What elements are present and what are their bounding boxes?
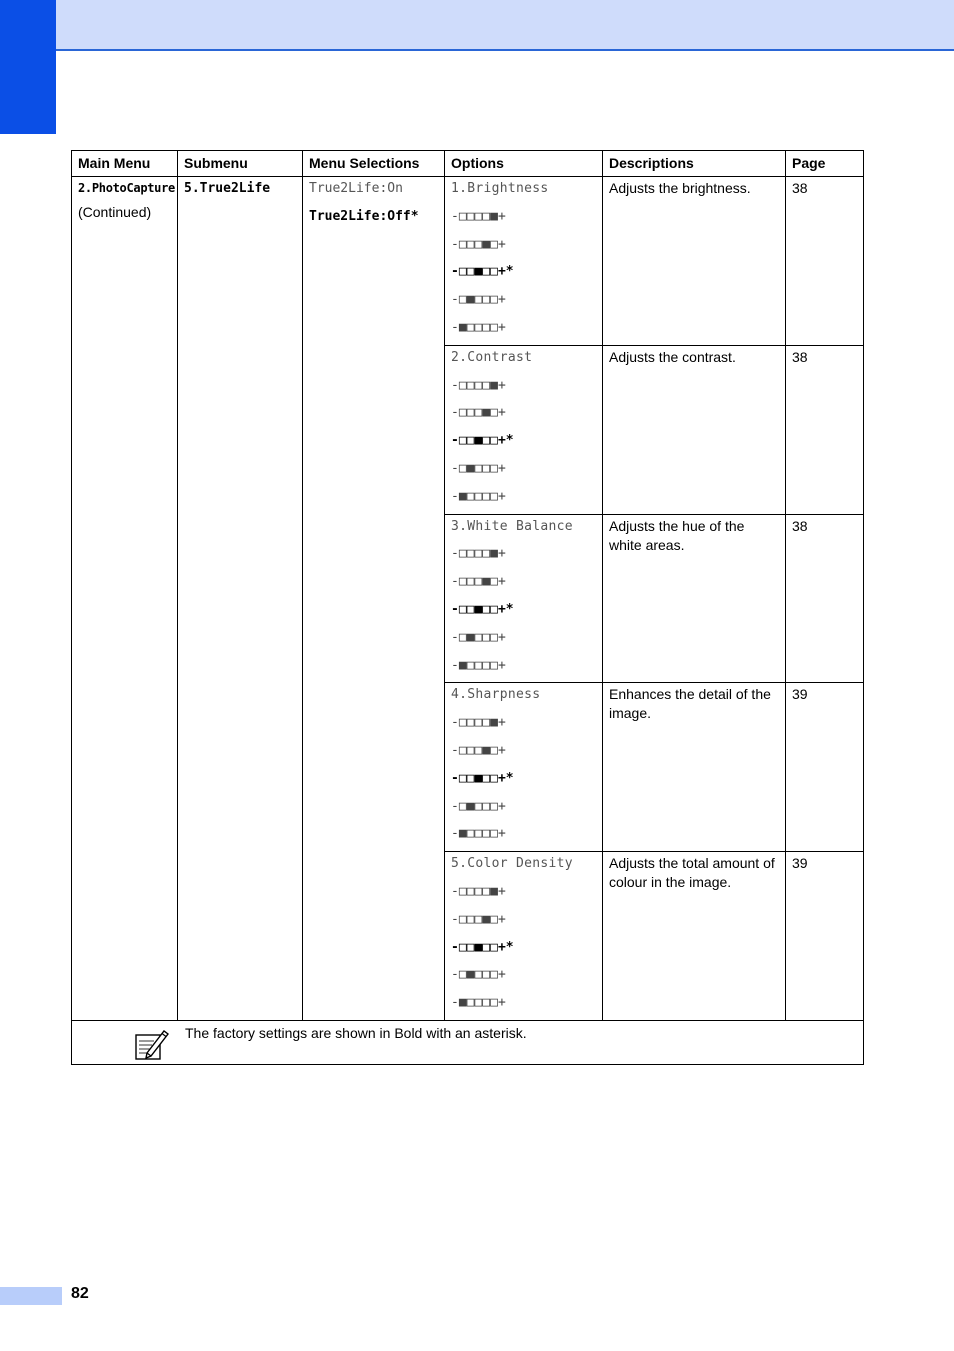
option-item: -□□□□■+	[451, 208, 506, 224]
chapter-tab	[0, 0, 56, 134]
option-title: 2.Contrast	[451, 349, 533, 365]
option-item: -□■□□□+	[451, 460, 506, 476]
page-cell	[786, 683, 864, 852]
col-header-descriptions: Descriptions	[603, 151, 786, 177]
option-item-default: -□□■□□+*	[451, 264, 514, 280]
note-text: The factory settings are shown in Bold with an asterisk.	[185, 1024, 527, 1041]
menu-table	[71, 150, 864, 1065]
main-menu-cell	[72, 177, 178, 1021]
selection-off-default: True2Life:Off*	[309, 209, 419, 224]
description-text: Adjusts the total amount of colour in the image.	[609, 855, 775, 891]
col-header-page: Page	[786, 151, 864, 177]
header-band	[0, 0, 954, 51]
page-ref: 38	[792, 180, 808, 196]
option-item: -□■□□□+	[451, 967, 506, 983]
options-cell	[445, 177, 603, 346]
option-item: -□□□□■+	[451, 883, 506, 899]
option-item: -□■□□□+	[451, 292, 506, 308]
option-title: 5.Color Density	[451, 856, 573, 872]
page-number: 82	[71, 1285, 89, 1302]
option-item: -□□□■□+	[451, 574, 506, 590]
col-header-options: Options	[445, 151, 603, 177]
table-header-row	[72, 151, 864, 177]
option-item: -■□□□□+	[451, 657, 506, 673]
options-cell	[445, 514, 603, 683]
option-item: -■□□□□+	[451, 488, 506, 504]
page-ref: 38	[792, 348, 808, 365]
col-header-submenu: Submenu	[178, 151, 303, 177]
page-ref: 39	[792, 855, 808, 872]
main-menu-label: 2.PhotoCapture	[78, 181, 175, 195]
col-header-main-menu: Main Menu	[72, 151, 178, 177]
option-title: 1.Brightness	[451, 181, 549, 196]
option-item: -□□□■□+	[451, 742, 506, 758]
submenu-cell	[178, 177, 303, 1021]
description-cell	[603, 345, 786, 514]
option-item: -□□□□■+	[451, 377, 506, 393]
option-item: -□□□■□+	[451, 405, 506, 421]
options-cell	[445, 683, 603, 852]
description-text: Enhances the detail of the image.	[609, 686, 771, 722]
option-title: 4.Sharpness	[451, 687, 541, 703]
description-cell	[603, 177, 786, 346]
table-row	[72, 177, 864, 346]
options-cell	[445, 852, 603, 1021]
description-cell	[603, 852, 786, 1021]
option-item: -□□□■□+	[451, 911, 506, 927]
option-item-default: -□□■□□+*	[451, 770, 514, 786]
col-header-menu-selections: Menu Selections	[303, 151, 445, 177]
option-item: -■□□□□+	[451, 319, 506, 335]
description-text: Adjusts the brightness.	[609, 180, 751, 196]
option-item: -□■□□□+	[451, 798, 506, 814]
description-cell	[603, 514, 786, 683]
option-item-default: -□□■□□+*	[451, 939, 514, 955]
selections-cell	[303, 177, 445, 1021]
page-ref: 39	[792, 686, 808, 703]
page-cell	[786, 177, 864, 346]
page-cell	[786, 852, 864, 1021]
page-cell	[786, 514, 864, 683]
continued-label: (Continued)	[78, 204, 152, 220]
option-item-default: -□□■□□+*	[451, 433, 514, 449]
submenu-label: 5.True2Life	[184, 181, 271, 196]
note-cell	[72, 1020, 864, 1064]
option-item: -■□□□□+	[451, 995, 506, 1011]
description-cell	[603, 683, 786, 852]
option-title: 3.White Balance	[451, 518, 573, 534]
selection-on: True2Life:On	[309, 181, 403, 196]
description-text: Adjusts the hue of the white areas.	[609, 517, 745, 553]
page-ref: 38	[792, 517, 808, 534]
option-item: -□□□■□+	[451, 236, 506, 252]
description-text: Adjusts the contrast.	[609, 348, 736, 365]
option-item: -□■□□□+	[451, 629, 506, 645]
footer-strip	[0, 1287, 62, 1305]
options-cell	[445, 345, 603, 514]
option-item: -■□□□□+	[451, 826, 506, 842]
option-item-default: -□□■□□+*	[451, 601, 514, 617]
note-pencil-icon	[134, 1027, 170, 1061]
option-item: -□□□□■+	[451, 715, 506, 731]
note-row	[72, 1020, 864, 1064]
option-item: -□□□□■+	[451, 546, 506, 562]
page-cell	[786, 345, 864, 514]
